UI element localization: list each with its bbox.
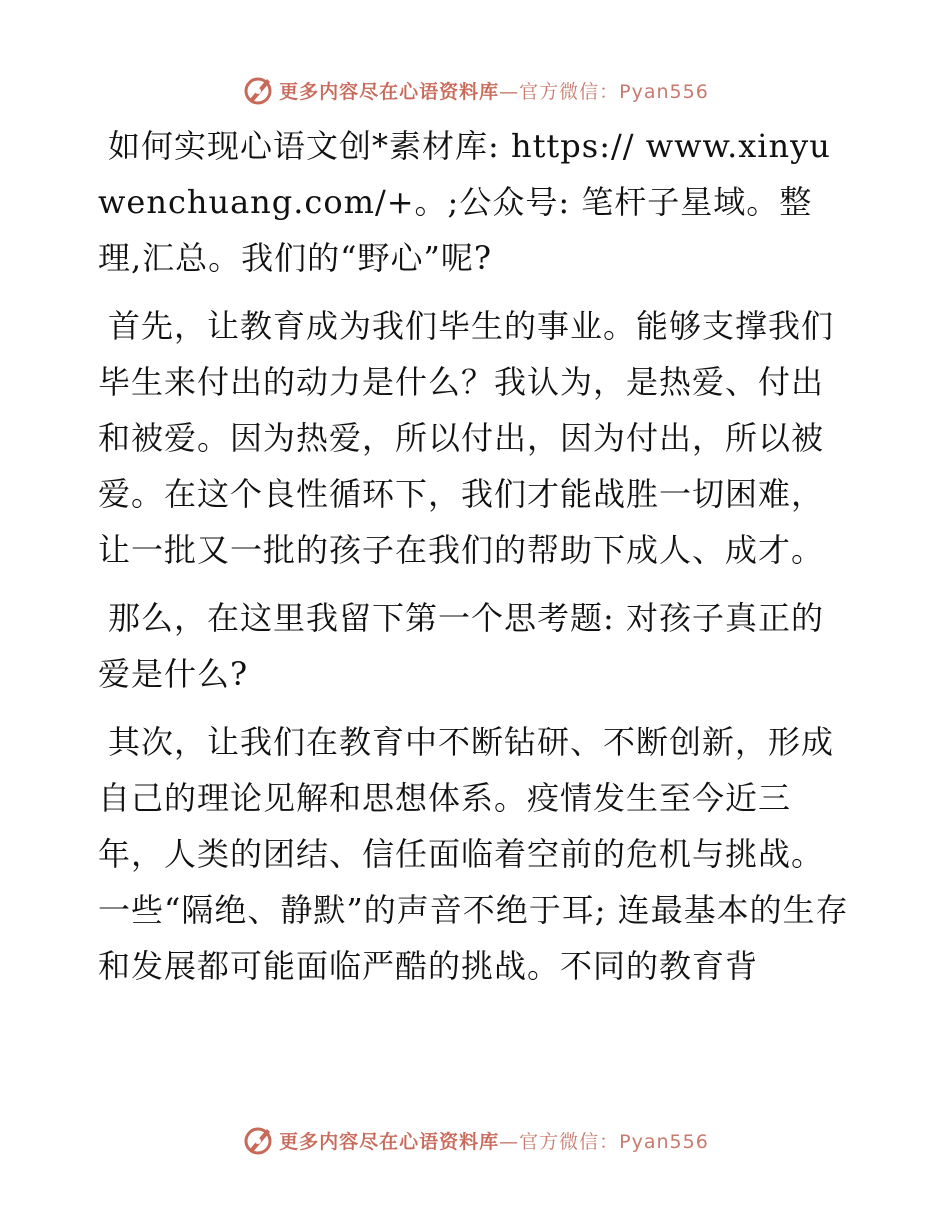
banner-subtitle: —官方微信：Pyan556: [499, 80, 709, 103]
header-banner: [0, 70, 950, 110]
paragraph-1: 如何实现心语文创*素材库: https:// www.xinyuwenchuang.com/+。;公众号: 笔杆子星域。整理,汇总。我们的“野心”呢?: [98, 127, 831, 277]
banner-subtitle: —官方微信：Pyan556: [499, 1130, 709, 1153]
banner-text: [279, 77, 709, 104]
document-body: [98, 118, 850, 1006]
banner-title: 更多内容尽在心语资料库: [279, 80, 500, 103]
paragraph-3: 那么，在这里我留下第一个思考题: 对孩子真正的爱是什么?: [98, 599, 824, 693]
pen-logo-icon: [241, 1123, 275, 1157]
banner-text: [279, 1127, 709, 1154]
pen-logo-icon: [241, 73, 275, 107]
paragraph-4: 其次，让我们在教育中不断钻研、不断创新，形成自己的理论见解和思想体系。疫情发生至今近三年，人类的团结、信任面临着空前的危机与挑战。一些“隔绝、静默”的声音不绝于耳; 连最基本的生存和发展都可能面临严酷的挑战。不同的教育背: [98, 723, 849, 985]
paragraph-2: 首先，让教育成为我们毕生的事业。能够支撑我们毕生来付出的动力是什么？我认为，是热爱、付出和被爱。因为热爱，所以付出，因为付出，所以被爱。在这个良性循环下，我们才能战胜一切困难，让一批又一批的孩子在我们的帮助下成人、成才。: [98, 307, 835, 569]
footer-banner: [0, 1120, 950, 1160]
banner-title: 更多内容尽在心语资料库: [279, 1130, 500, 1153]
